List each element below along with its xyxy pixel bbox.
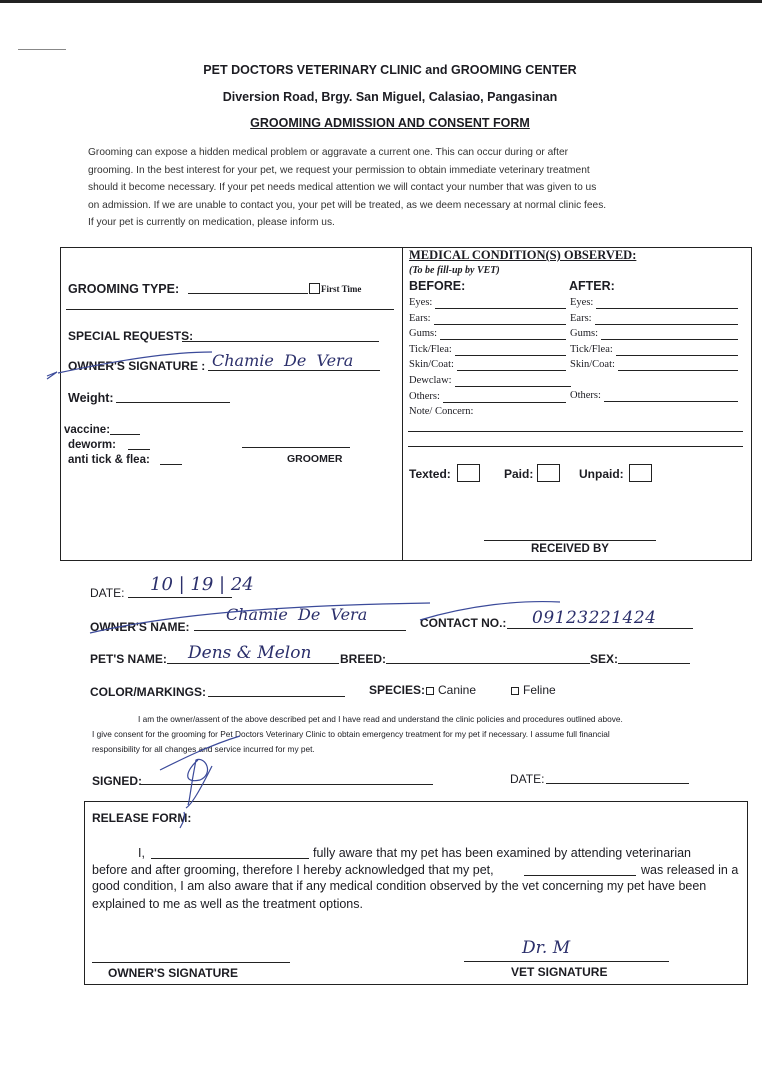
condition-field[interactable] [434,324,566,325]
intro-line: If your pet is currently on medication, please inform us. [88,217,335,228]
unpaid-label: Unpaid: [579,467,624,481]
condition-field[interactable] [596,308,738,309]
pet-name-value: Dens & Melon [188,643,312,663]
condition-label: Skin/Coat: [570,359,615,370]
owner-signature-label: OWNER'S SIGNATURE : [68,359,206,373]
weight-field[interactable] [116,402,230,403]
condition-field[interactable] [455,386,571,387]
contact-value: 09123221424 [532,608,657,628]
owner-signature-field[interactable] [208,370,380,371]
intro-line: grooming. In the best interest for your pet, we request your permission to obtain immediate veterinary treatment [88,164,590,176]
release-line-1-end: fully aware that my pet has been examined by attending veterinarian [313,846,692,860]
canine-label: Canine [438,683,477,697]
condition-label: Gums: [570,328,599,339]
condition-field[interactable] [616,355,738,356]
scan-mark [18,49,66,50]
contact-field[interactable] [507,628,693,629]
scan-top-edge [0,0,762,3]
clinic-name: PET DOCTORS VETERINARY CLINIC and GROOMING CENTER [203,63,577,77]
table-divider [402,247,403,560]
intro-line: should it become necessary. If your pet needs medical attention we will contact your number that was given to us [88,182,597,193]
release-form-title: RELEASE FORM: [92,811,192,825]
contact-label: CONTACT NO.: [420,616,507,630]
release-owner-signature-label: OWNER'S SIGNATURE [108,966,238,980]
signed-label: SIGNED: [92,774,143,788]
feline-label: Feline [523,683,556,697]
paid-label: Paid: [504,467,534,481]
release-line-2-start: before and after grooming, therefore I hereby acknowledged that my pet, [92,863,494,877]
condition-field[interactable] [604,401,738,402]
grooming-type-field[interactable] [188,293,308,294]
intro-line: Grooming can expose a hidden medical problem or aggravate a current one. This can occur during or after [88,147,569,158]
groomer-label: GROOMER [287,453,343,465]
condition-field[interactable] [601,339,738,340]
consent-line-1: I am the owner/assent of the above described pet and I have read and understand the clinic policies and procedures outlined above. [138,714,623,724]
release-line-3: good condition, I am also aware that if any medical condition observed by the vet concerning my pet have been [92,879,707,893]
condition-label: Ears: [570,313,592,324]
sex-field[interactable] [618,663,690,664]
release-form-box [84,801,748,985]
note-concern-line-2[interactable] [408,446,743,447]
after-label: AFTER: [569,279,615,293]
intro-paragraph [88,144,698,232]
condition-field[interactable] [595,324,738,325]
special-requests-field[interactable] [182,341,379,342]
texted-checkbox[interactable] [457,464,480,482]
unpaid-checkbox[interactable] [629,464,652,482]
condition-field[interactable] [435,308,566,309]
before-label: BEFORE: [409,279,466,293]
vet-signature-value: Dr. M [522,938,571,958]
color-markings-field[interactable] [208,696,345,697]
release-line-1-start: I, [138,846,145,860]
pen-stroke [47,372,57,379]
species-label: SPECIES: [369,683,426,697]
condition-label: Tick/Flea: [570,344,613,355]
vet-signature-line[interactable] [464,961,669,962]
release-name-field[interactable] [151,858,309,859]
pet-name-field[interactable] [167,663,339,664]
vet-note: (To be fill-up by VET) [409,265,500,276]
condition-label: Others: [409,391,440,402]
date-label: DATE: [90,586,125,600]
vet-signature-label: VET SIGNATURE [511,965,608,979]
medical-condition-title: MEDICAL CONDITION(S) OBSERVED: [409,248,637,262]
clinic-address: Diversion Road, Brgy. San Miguel, Calasiao, Pangasinan [222,90,558,104]
color-markings-label: COLOR/MARKINGS: [90,685,206,699]
consent-line-2: I give consent for the grooming for Pet Doctors Veterinary Clinic to obtain emergency treatment for my pet if necessary. I assume full financial [92,729,610,739]
condition-label: Ears: [409,313,431,324]
owner-name-value: Chamie De Vera [226,605,368,624]
release-pet-field[interactable] [524,875,636,876]
condition-label: Eyes: [409,297,433,308]
date-value: 10 | 19 | 24 [150,574,254,595]
release-line-4: explained to me as well as the treatment options. [92,897,363,911]
deworm-field[interactable] [128,449,150,450]
vaccine-field[interactable] [110,434,140,435]
condition-label: Gums: [409,328,438,339]
vaccine-label: vaccine: [64,424,111,436]
texted-label: Texted: [409,467,451,481]
anti-tick-label: anti tick & flea: [68,454,150,466]
signed-field[interactable] [140,784,433,785]
condition-field[interactable] [455,355,566,356]
condition-label: Skin/Coat: [409,359,454,370]
release-line-2-end: was released in a [641,863,739,877]
condition-label: Dewclaw: [409,375,452,386]
grooming-type-field-2[interactable] [66,309,394,310]
note-concern-line-1[interactable] [408,431,743,432]
consent-date-field[interactable] [546,783,689,784]
condition-label: Tick/Flea: [409,344,452,355]
received-by-label: RECEIVED BY [531,543,609,555]
paid-checkbox[interactable] [537,464,560,482]
breed-field[interactable] [386,663,590,664]
condition-field[interactable] [457,370,566,371]
condition-field[interactable] [618,370,738,371]
groomer-signature-line[interactable] [242,447,350,448]
grooming-type-label: GROOMING TYPE: [68,282,180,296]
owner-name-field[interactable] [194,630,406,631]
pet-name-label: PET'S NAME: [90,652,167,666]
condition-label: Eyes: [570,297,594,308]
special-requests-label: SPECIAL REQUESTS: [68,329,194,343]
date-field[interactable] [128,597,232,598]
deworm-label: deworm: [68,439,116,451]
consent-line-3: responsibility for all changes and service incurred for my pet. [92,744,315,754]
anti-tick-field[interactable] [160,464,182,465]
first-time-label: First Time [321,284,362,294]
consent-date-label: DATE: [510,772,545,786]
breed-label: BREED: [340,652,387,666]
owner-name-label: OWNER'S NAME: [90,620,190,634]
first-time-checkbox[interactable] [309,283,320,294]
form-title: GROOMING ADMISSION AND CONSENT FORM [250,116,530,130]
feline-checkbox[interactable] [511,687,519,695]
canine-checkbox[interactable] [426,687,434,695]
condition-label: Others: [570,390,601,401]
received-by-signature-line[interactable] [484,540,656,541]
condition-field[interactable] [440,339,566,340]
sex-label: SEX: [590,652,619,666]
owner-signature-value: Chamie De Vera [212,351,354,370]
note-concern-label: Note/ Concern: [409,406,474,417]
condition-field[interactable] [443,402,566,403]
weight-label: Weight: [68,391,114,405]
intro-line: on admission. If we are unable to contact you, your pet will be treated, as we deem necessary at normal clinic fees. [88,199,607,211]
owner-signature-release-line[interactable] [92,962,290,963]
